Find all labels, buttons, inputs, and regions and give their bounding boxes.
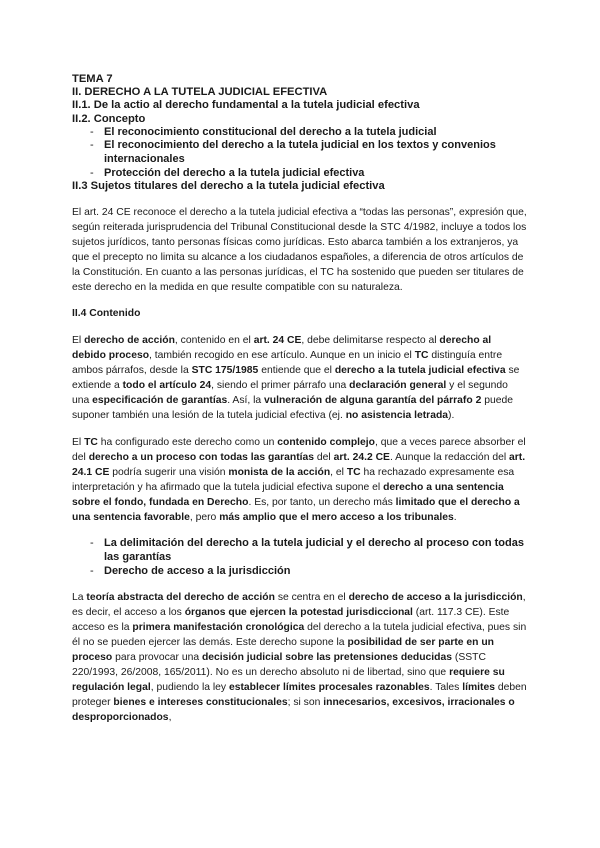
list-item: - Derecho de acceso a la jurisdicción [90,564,291,577]
section-ii2-heading: II.2. Concepto [72,112,146,125]
list-item: - Protección del derecho a la tutela judicial efectiva [90,166,365,179]
list-item: - El reconocimiento del derecho a la tutela judicial en los textos y convenios internacionales [90,139,496,165]
section-ii4-heading: II.4 Contenido [72,308,141,320]
section-ii-heading: II. DERECHO A LA TUTELA JUDICIAL EFECTIVA [72,86,328,99]
list-item: - La delimitación del derecho a la tutela judicial y el derecho al proceso con todas las garantías [90,537,524,563]
list-item: - El reconocimiento constitucional del derecho a la tutela judicial [90,125,437,138]
paragraph-derecho-accion: El derecho de acción, contenido en el art. 24 CE, debe delimitarse respecto al derecho al debido proceso, también recogido en ese artículo. Aunque en un inicio el TC distinguía entre ambos párrafos, desde la STC 175/1985 entiende que el derecho a la tutela judicial efectiva se extiende a todo el artículo 24, siendo el primer párrafo una declaración general y el segundo una especificación de garantías. Así, la vulneración de alguna garantía del párrafo 2 puede suponer también una lesión de la tutela judicial efectiva (ej. no asistencia letrada). [72,335,520,422]
paragraph-acceso-jurisdiccion: La teoría abstracta del derecho de acción se centra en el derecho de acceso a la jurisdicción, es decir, el acceso a los órganos que ejercen la potestad jurisdiccional (art. 117.3 CE). Este acceso es la primera manifestación cronológica del derecho a la tutela judicial efectiva, pues sin él no se pueden ejercer las demás. Este derecho supone la posibilidad de ser parte en un proceso para provocar una decisión judicial sobre las pretensiones deducidas (SSTC 220/1993, 26/2008, 165/2011). No es un derecho absoluto ni de libertad, sino que requiere su regulación legal, pudiendo la ley establecer límites procesales razonables. Tales límites deben proteger bienes e intereses constitucionales; si son innecesarios, excesivos, irracionales o desproporcionados, [72,592,527,724]
tema-heading: TEMA 7 [72,73,113,85]
document-page [72,73,527,725]
section-ii3-heading: II.3 Sujetos titulares del derecho a la tutela judicial efectiva [72,180,385,193]
section-ii1-heading: II.1. De la actio al derecho fundamental a la tutela judicial efectiva [72,99,420,112]
paragraph-contenido-complejo: El TC ha configurado este derecho como un contenido complejo, que a veces parece absorber el del derecho a un proceso con todas las garantías del art. 24.2 CE. Aunque la redacción del art. 24.1 CE podría sugerir una visión monista de la acción, el TC ha rechazado expresamente esa interpretación y ha afirmado que la tutela judicial efectiva supone el derecho a una sentencia sobre el fondo, fundada en Derecho. Es, por tanto, un derecho más limitado que el derecho a una sentencia favorable, pero más amplio que el mero acceso a los tribunales. [72,437,526,524]
paragraph-sujetos: El art. 24 CE reconoce el derecho a la tutela judicial efectiva a “todas las personas”, expresión que, según reiterada jurisprudencia del Tribunal Constitucional desde la STC 4/1982, incluye a todos los sujetos jurídicos, tanto personas físicas como jurídicas. Esto abarca también a los extranjeros, ya que el precepto no limita su alcance a los ciudadanos españoles, a diferencia de otros artículos de la Constitución. En cuanto a las personas jurídicas, el TC ha sostenido que pueden ser titulares de este derecho en la medida en que resulte compatible con su naturaleza. [72,207,527,294]
